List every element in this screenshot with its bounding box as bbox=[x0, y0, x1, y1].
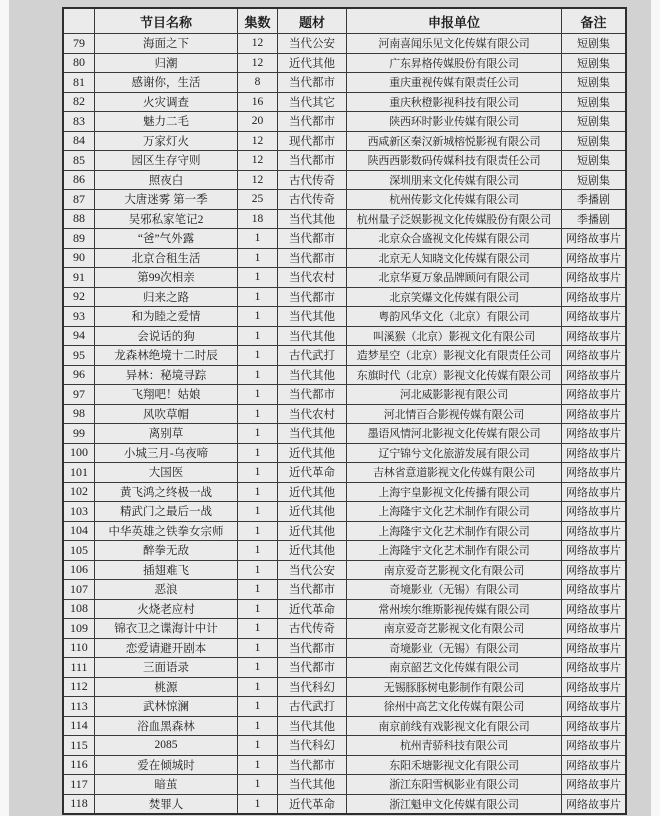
cell-genre: 当代科幻 bbox=[278, 736, 347, 756]
cell-row-number: 100 bbox=[63, 443, 95, 463]
cell-episode-count: 1 bbox=[238, 326, 278, 346]
cell-episode-count: 1 bbox=[238, 307, 278, 327]
cell-program-name: 恶浪 bbox=[95, 580, 238, 600]
cell-genre: 近代其他 bbox=[278, 53, 347, 73]
table-row bbox=[63, 599, 626, 619]
cell-row-number: 96 bbox=[63, 365, 95, 385]
cell-genre: 当代都市 bbox=[278, 658, 347, 678]
cell-program-name: 吴邪私家笔记2 bbox=[95, 209, 238, 229]
table-row bbox=[63, 248, 626, 268]
cell-remark: 网络故事片 bbox=[562, 560, 627, 580]
table-row bbox=[63, 209, 626, 229]
cell-genre: 当代农村 bbox=[278, 404, 347, 424]
column-header-episode-count: 集数 bbox=[238, 8, 278, 34]
table-row bbox=[63, 326, 626, 346]
column-header-reporting-unit: 申报单位 bbox=[347, 8, 562, 34]
cell-reporting-unit: 南京韶艺文化传媒有限公司 bbox=[347, 658, 562, 678]
cell-genre: 当代其它 bbox=[278, 92, 347, 112]
cell-program-name: 龙森林绝境十二时辰 bbox=[95, 346, 238, 366]
cell-genre: 当代其他 bbox=[278, 775, 347, 795]
cell-reporting-unit: 河北情百合影视传媒有限公司 bbox=[347, 404, 562, 424]
cell-episode-count: 1 bbox=[238, 346, 278, 366]
table-row bbox=[63, 560, 626, 580]
cell-remark: 网络故事片 bbox=[562, 404, 627, 424]
cell-row-number: 97 bbox=[63, 385, 95, 405]
cell-genre: 当代都市 bbox=[278, 755, 347, 775]
table-row bbox=[63, 775, 626, 795]
cell-row-number: 114 bbox=[63, 716, 95, 736]
cell-reporting-unit: 西咸新区秦汉新城榕悦影视有限公司 bbox=[347, 131, 562, 151]
cell-row-number: 88 bbox=[63, 209, 95, 229]
cell-reporting-unit: 墨语风情河北影视文化传媒有限公司 bbox=[347, 424, 562, 444]
cell-reporting-unit: 陕西西影数码传媒科技有限责任公司 bbox=[347, 151, 562, 171]
cell-remark: 网络故事片 bbox=[562, 424, 627, 444]
column-header-program-name: 节目名称 bbox=[95, 8, 238, 34]
cell-reporting-unit: 杭州量子泛娱影视文化传媒股份有限公司 bbox=[347, 209, 562, 229]
cell-reporting-unit: 深圳朋来文化传媒有限公司 bbox=[347, 170, 562, 190]
cell-remark: 网络故事片 bbox=[562, 697, 627, 717]
cell-program-name: 园区生存守则 bbox=[95, 151, 238, 171]
cell-program-name: 离别草 bbox=[95, 424, 238, 444]
column-header-genre: 题材 bbox=[278, 8, 347, 34]
cell-reporting-unit: 南京爱奇艺影视文化有限公司 bbox=[347, 619, 562, 639]
cell-row-number: 105 bbox=[63, 541, 95, 561]
table-row bbox=[63, 716, 626, 736]
cell-reporting-unit: 北京众合盛视文化传媒有限公司 bbox=[347, 229, 562, 249]
column-header-row-number bbox=[63, 8, 95, 34]
cell-row-number: 108 bbox=[63, 599, 95, 619]
cell-episode-count: 1 bbox=[238, 755, 278, 775]
cell-remark: 网络故事片 bbox=[562, 736, 627, 756]
cell-episode-count: 25 bbox=[238, 190, 278, 210]
cell-remark: 网络故事片 bbox=[562, 502, 627, 522]
cell-episode-count: 1 bbox=[238, 775, 278, 795]
cell-episode-count: 12 bbox=[238, 34, 278, 54]
cell-remark: 短剧集 bbox=[562, 112, 627, 132]
cell-row-number: 79 bbox=[63, 34, 95, 54]
cell-reporting-unit: 上海隆宇文化艺术制作有限公司 bbox=[347, 521, 562, 541]
cell-row-number: 110 bbox=[63, 638, 95, 658]
cell-program-name: 异林：秘境寻踪 bbox=[95, 365, 238, 385]
cell-episode-count: 1 bbox=[238, 560, 278, 580]
cell-reporting-unit: 河南喜闻乐见文化传媒有限公司 bbox=[347, 34, 562, 54]
cell-program-name: 恋爱请避开剧本 bbox=[95, 638, 238, 658]
cell-program-name: 大唐迷雾 第一季 bbox=[95, 190, 238, 210]
table-row bbox=[63, 541, 626, 561]
table-row bbox=[63, 346, 626, 366]
cell-genre: 古代传奇 bbox=[278, 170, 347, 190]
table-row bbox=[63, 580, 626, 600]
cell-row-number: 103 bbox=[63, 502, 95, 522]
cell-reporting-unit: 上海宇皇影视文化传播有限公司 bbox=[347, 482, 562, 502]
cell-program-name: 黄飞鸿之终极一战 bbox=[95, 482, 238, 502]
cell-reporting-unit: 南京爱奇艺影视文化有限公司 bbox=[347, 560, 562, 580]
cell-genre: 当代其他 bbox=[278, 307, 347, 327]
cell-genre: 当代都市 bbox=[278, 112, 347, 132]
cell-genre: 古代传奇 bbox=[278, 619, 347, 639]
cell-episode-count: 1 bbox=[238, 268, 278, 288]
table-row bbox=[63, 463, 626, 483]
cell-genre: 当代都市 bbox=[278, 287, 347, 307]
table-row bbox=[63, 502, 626, 522]
cell-reporting-unit: 奇境影业（无锡）有限公司 bbox=[347, 638, 562, 658]
cell-episode-count: 1 bbox=[238, 716, 278, 736]
table-row bbox=[63, 365, 626, 385]
cell-episode-count: 1 bbox=[238, 794, 278, 814]
cell-program-name: 飞翔吧！姑娘 bbox=[95, 385, 238, 405]
table-row bbox=[63, 521, 626, 541]
cell-row-number: 107 bbox=[63, 580, 95, 600]
cell-reporting-unit: 重庆秋橙影视科技有限公司 bbox=[347, 92, 562, 112]
cell-genre: 当代其他 bbox=[278, 365, 347, 385]
cell-row-number: 106 bbox=[63, 560, 95, 580]
cell-remark: 网络故事片 bbox=[562, 482, 627, 502]
cell-remark: 网络故事片 bbox=[562, 385, 627, 405]
cell-episode-count: 1 bbox=[238, 404, 278, 424]
cell-genre: 当代都市 bbox=[278, 73, 347, 93]
cell-row-number: 113 bbox=[63, 697, 95, 717]
cell-program-name: 中华英雄之铁拳女宗师 bbox=[95, 521, 238, 541]
cell-episode-count: 1 bbox=[238, 463, 278, 483]
cell-episode-count: 1 bbox=[238, 697, 278, 717]
table-row bbox=[63, 151, 626, 171]
cell-program-name: 2085 bbox=[95, 736, 238, 756]
cell-episode-count: 1 bbox=[238, 658, 278, 678]
cell-remark: 网络故事片 bbox=[562, 229, 627, 249]
cell-reporting-unit: 粤韵风华文化（北京）有限公司 bbox=[347, 307, 562, 327]
cell-program-name: 北京合租生活 bbox=[95, 248, 238, 268]
cell-reporting-unit: 浙江东阳雪枫影业有限公司 bbox=[347, 775, 562, 795]
program-table-container bbox=[62, 7, 627, 815]
cell-program-name: 小城三月-乌夜啼 bbox=[95, 443, 238, 463]
cell-program-name: 归潮 bbox=[95, 53, 238, 73]
cell-remark: 网络故事片 bbox=[562, 326, 627, 346]
cell-remark: 短剧集 bbox=[562, 170, 627, 190]
cell-genre: 近代其他 bbox=[278, 482, 347, 502]
cell-reporting-unit: 陕西环时影业传媒有限公司 bbox=[347, 112, 562, 132]
table-row bbox=[63, 34, 626, 54]
cell-program-name: 火灾调查 bbox=[95, 92, 238, 112]
cell-row-number: 83 bbox=[63, 112, 95, 132]
cell-genre: 当代都市 bbox=[278, 638, 347, 658]
cell-row-number: 80 bbox=[63, 53, 95, 73]
cell-episode-count: 1 bbox=[238, 443, 278, 463]
cell-row-number: 84 bbox=[63, 131, 95, 151]
cell-genre: 当代都市 bbox=[278, 248, 347, 268]
cell-reporting-unit: 吉林省意道影视文化传媒有限公司 bbox=[347, 463, 562, 483]
cell-episode-count: 16 bbox=[238, 92, 278, 112]
cell-program-name: 大国医 bbox=[95, 463, 238, 483]
cell-remark: 网络故事片 bbox=[562, 248, 627, 268]
table-row bbox=[63, 638, 626, 658]
cell-row-number: 89 bbox=[63, 229, 95, 249]
cell-program-name: 魅力二毛 bbox=[95, 112, 238, 132]
cell-reporting-unit: 广东昇格传媒股份有限公司 bbox=[347, 53, 562, 73]
cell-reporting-unit: 上海隆宇文化艺术制作有限公司 bbox=[347, 541, 562, 561]
cell-reporting-unit: 无锡豚豚树电影制作有限公司 bbox=[347, 677, 562, 697]
table-row bbox=[63, 170, 626, 190]
cell-row-number: 81 bbox=[63, 73, 95, 93]
cell-episode-count: 1 bbox=[238, 541, 278, 561]
cell-row-number: 99 bbox=[63, 424, 95, 444]
cell-episode-count: 12 bbox=[238, 170, 278, 190]
cell-remark: 网络故事片 bbox=[562, 346, 627, 366]
cell-remark: 网络故事片 bbox=[562, 365, 627, 385]
cell-episode-count: 12 bbox=[238, 131, 278, 151]
cell-program-name: 焚罪人 bbox=[95, 794, 238, 814]
table-row bbox=[63, 443, 626, 463]
cell-program-name: 醉拳无敌 bbox=[95, 541, 238, 561]
cell-row-number: 109 bbox=[63, 619, 95, 639]
cell-episode-count: 1 bbox=[238, 424, 278, 444]
cell-row-number: 115 bbox=[63, 736, 95, 756]
table-row bbox=[63, 131, 626, 151]
cell-reporting-unit: 重庆重视传媒有限责任公司 bbox=[347, 73, 562, 93]
cell-remark: 网络故事片 bbox=[562, 599, 627, 619]
cell-row-number: 104 bbox=[63, 521, 95, 541]
cell-reporting-unit: 奇境影业（无锡）有限公司 bbox=[347, 580, 562, 600]
cell-reporting-unit: 辽宁锦兮文化旅游发展有限公司 bbox=[347, 443, 562, 463]
cell-program-name: 插翅难飞 bbox=[95, 560, 238, 580]
cell-program-name: 三面语录 bbox=[95, 658, 238, 678]
cell-genre: 当代其他 bbox=[278, 209, 347, 229]
table-row bbox=[63, 736, 626, 756]
cell-row-number: 111 bbox=[63, 658, 95, 678]
cell-genre: 近代其他 bbox=[278, 502, 347, 522]
table-row bbox=[63, 190, 626, 210]
cell-remark: 网络故事片 bbox=[562, 755, 627, 775]
cell-episode-count: 20 bbox=[238, 112, 278, 132]
cell-row-number: 91 bbox=[63, 268, 95, 288]
cell-remark: 季播剧 bbox=[562, 190, 627, 210]
cell-genre: 近代革命 bbox=[278, 599, 347, 619]
cell-program-name: 桃源 bbox=[95, 677, 238, 697]
cell-remark: 短剧集 bbox=[562, 131, 627, 151]
cell-program-name: 暗茧 bbox=[95, 775, 238, 795]
cell-genre: 当代公安 bbox=[278, 34, 347, 54]
cell-row-number: 90 bbox=[63, 248, 95, 268]
cell-program-name: 精武门之最后一战 bbox=[95, 502, 238, 522]
table-row bbox=[63, 307, 626, 327]
cell-row-number: 82 bbox=[63, 92, 95, 112]
cell-reporting-unit: 北京无人知晓文化传媒有限公司 bbox=[347, 248, 562, 268]
cell-genre: 古代武打 bbox=[278, 697, 347, 717]
cell-remark: 网络故事片 bbox=[562, 716, 627, 736]
cell-remark: 网络故事片 bbox=[562, 619, 627, 639]
cell-row-number: 98 bbox=[63, 404, 95, 424]
cell-episode-count: 1 bbox=[238, 521, 278, 541]
cell-episode-count: 12 bbox=[238, 151, 278, 171]
cell-program-name: 第99次相亲 bbox=[95, 268, 238, 288]
cell-remark: 短剧集 bbox=[562, 151, 627, 171]
table-row bbox=[63, 92, 626, 112]
program-table bbox=[62, 7, 627, 815]
cell-episode-count: 1 bbox=[238, 677, 278, 697]
cell-reporting-unit: 北京笑爆文化传媒有限公司 bbox=[347, 287, 562, 307]
table-row bbox=[63, 268, 626, 288]
cell-row-number: 93 bbox=[63, 307, 95, 327]
cell-remark: 短剧集 bbox=[562, 92, 627, 112]
cell-episode-count: 1 bbox=[238, 580, 278, 600]
table-row bbox=[63, 619, 626, 639]
page-right-margin bbox=[651, 0, 660, 816]
cell-program-name: 万家灯火 bbox=[95, 131, 238, 151]
cell-remark: 网络故事片 bbox=[562, 521, 627, 541]
cell-episode-count: 1 bbox=[238, 599, 278, 619]
cell-reporting-unit: 杭州青骄科技有限公司 bbox=[347, 736, 562, 756]
cell-remark: 季播剧 bbox=[562, 209, 627, 229]
cell-genre: 近代其他 bbox=[278, 541, 347, 561]
cell-reporting-unit: 东旗时代（北京）影视文化传媒有限公司 bbox=[347, 365, 562, 385]
cell-genre: 近代革命 bbox=[278, 463, 347, 483]
cell-genre: 当代都市 bbox=[278, 385, 347, 405]
cell-reporting-unit: 杭州传影文化传媒有限公司 bbox=[347, 190, 562, 210]
cell-reporting-unit: 叫溪猴（北京）影视文化有限公司 bbox=[347, 326, 562, 346]
cell-remark: 网络故事片 bbox=[562, 443, 627, 463]
cell-remark: 网络故事片 bbox=[562, 775, 627, 795]
table-row bbox=[63, 658, 626, 678]
cell-row-number: 116 bbox=[63, 755, 95, 775]
cell-episode-count: 1 bbox=[238, 736, 278, 756]
cell-remark: 短剧集 bbox=[562, 53, 627, 73]
cell-reporting-unit: 河北威影影视有限公司 bbox=[347, 385, 562, 405]
table-row bbox=[63, 794, 626, 814]
cell-episode-count: 1 bbox=[238, 248, 278, 268]
cell-episode-count: 1 bbox=[238, 287, 278, 307]
cell-program-name: 爱在倾城时 bbox=[95, 755, 238, 775]
cell-program-name: 和为睦之爱情 bbox=[95, 307, 238, 327]
table-row bbox=[63, 755, 626, 775]
cell-episode-count: 1 bbox=[238, 638, 278, 658]
cell-row-number: 85 bbox=[63, 151, 95, 171]
cell-episode-count: 8 bbox=[238, 73, 278, 93]
cell-remark: 网络故事片 bbox=[562, 638, 627, 658]
cell-program-name: 浴血黑森林 bbox=[95, 716, 238, 736]
table-row bbox=[63, 424, 626, 444]
cell-genre: 当代其他 bbox=[278, 424, 347, 444]
cell-reporting-unit: 北京华夏万象品牌顾问有限公司 bbox=[347, 268, 562, 288]
cell-episode-count: 1 bbox=[238, 619, 278, 639]
cell-reporting-unit: 东阳禾塘影视文化有限公司 bbox=[347, 755, 562, 775]
cell-genre: 当代公安 bbox=[278, 560, 347, 580]
cell-row-number: 102 bbox=[63, 482, 95, 502]
cell-row-number: 112 bbox=[63, 677, 95, 697]
cell-program-name: 海面之下 bbox=[95, 34, 238, 54]
cell-program-name: 风吹草帽 bbox=[95, 404, 238, 424]
cell-remark: 网络故事片 bbox=[562, 541, 627, 561]
cell-remark: 网络故事片 bbox=[562, 307, 627, 327]
cell-row-number: 86 bbox=[63, 170, 95, 190]
cell-remark: 短剧集 bbox=[562, 34, 627, 54]
cell-episode-count: 1 bbox=[238, 385, 278, 405]
cell-genre: 当代其他 bbox=[278, 326, 347, 346]
cell-remark: 网络故事片 bbox=[562, 794, 627, 814]
cell-episode-count: 1 bbox=[238, 502, 278, 522]
cell-genre: 近代其他 bbox=[278, 443, 347, 463]
cell-reporting-unit: 常州埃尔维斯影视传媒有限公司 bbox=[347, 599, 562, 619]
table-row bbox=[63, 697, 626, 717]
cell-program-name: 感谢你，生活 bbox=[95, 73, 238, 93]
cell-row-number: 117 bbox=[63, 775, 95, 795]
cell-genre: 古代武打 bbox=[278, 346, 347, 366]
table-row bbox=[63, 73, 626, 93]
cell-remark: 网络故事片 bbox=[562, 580, 627, 600]
cell-episode-count: 1 bbox=[238, 482, 278, 502]
cell-program-name: 锦衣卫之谍海计中计 bbox=[95, 619, 238, 639]
cell-remark: 网络故事片 bbox=[562, 268, 627, 288]
cell-episode-count: 12 bbox=[238, 53, 278, 73]
table-row bbox=[63, 385, 626, 405]
cell-genre: 当代科幻 bbox=[278, 677, 347, 697]
cell-genre: 当代农村 bbox=[278, 268, 347, 288]
cell-genre: 现代都市 bbox=[278, 131, 347, 151]
cell-row-number: 94 bbox=[63, 326, 95, 346]
cell-remark: 网络故事片 bbox=[562, 287, 627, 307]
cell-remark: 网络故事片 bbox=[562, 463, 627, 483]
cell-reporting-unit: 浙江魁申文化传媒有限公司 bbox=[347, 794, 562, 814]
cell-genre: 近代其他 bbox=[278, 521, 347, 541]
cell-reporting-unit: 造梦星空（北京）影视文化有限责任公司 bbox=[347, 346, 562, 366]
cell-remark: 网络故事片 bbox=[562, 677, 627, 697]
cell-row-number: 95 bbox=[63, 346, 95, 366]
table-row bbox=[63, 112, 626, 132]
cell-row-number: 118 bbox=[63, 794, 95, 814]
cell-genre: 当代其他 bbox=[278, 716, 347, 736]
table-body bbox=[63, 34, 626, 815]
cell-reporting-unit: 徐州中高艺文化传媒有限公司 bbox=[347, 697, 562, 717]
cell-program-name: 武林惊澜 bbox=[95, 697, 238, 717]
cell-episode-count: 1 bbox=[238, 365, 278, 385]
table-row bbox=[63, 229, 626, 249]
table-header-row bbox=[63, 8, 626, 34]
cell-reporting-unit: 南京前线有戏影视文化有限公司 bbox=[347, 716, 562, 736]
cell-reporting-unit: 上海隆宇文化艺术制作有限公司 bbox=[347, 502, 562, 522]
cell-program-name: 火烧老应村 bbox=[95, 599, 238, 619]
page-left-margin bbox=[0, 0, 9, 816]
cell-program-name: 会说话的狗 bbox=[95, 326, 238, 346]
cell-genre: 当代都市 bbox=[278, 229, 347, 249]
table-row bbox=[63, 287, 626, 307]
column-header-remark: 备注 bbox=[562, 8, 627, 34]
table-row bbox=[63, 677, 626, 697]
table-row bbox=[63, 404, 626, 424]
cell-program-name: 归来之路 bbox=[95, 287, 238, 307]
cell-row-number: 101 bbox=[63, 463, 95, 483]
cell-row-number: 87 bbox=[63, 190, 95, 210]
cell-row-number: 92 bbox=[63, 287, 95, 307]
cell-episode-count: 18 bbox=[238, 209, 278, 229]
cell-genre: 古代传奇 bbox=[278, 190, 347, 210]
cell-program-name: “爸”气外露 bbox=[95, 229, 238, 249]
cell-episode-count: 1 bbox=[238, 229, 278, 249]
cell-genre: 当代都市 bbox=[278, 151, 347, 171]
cell-remark: 短剧集 bbox=[562, 73, 627, 93]
table-row bbox=[63, 482, 626, 502]
cell-genre: 当代都市 bbox=[278, 580, 347, 600]
cell-program-name: 照夜白 bbox=[95, 170, 238, 190]
table-row bbox=[63, 53, 626, 73]
cell-remark: 网络故事片 bbox=[562, 658, 627, 678]
cell-genre: 近代革命 bbox=[278, 794, 347, 814]
